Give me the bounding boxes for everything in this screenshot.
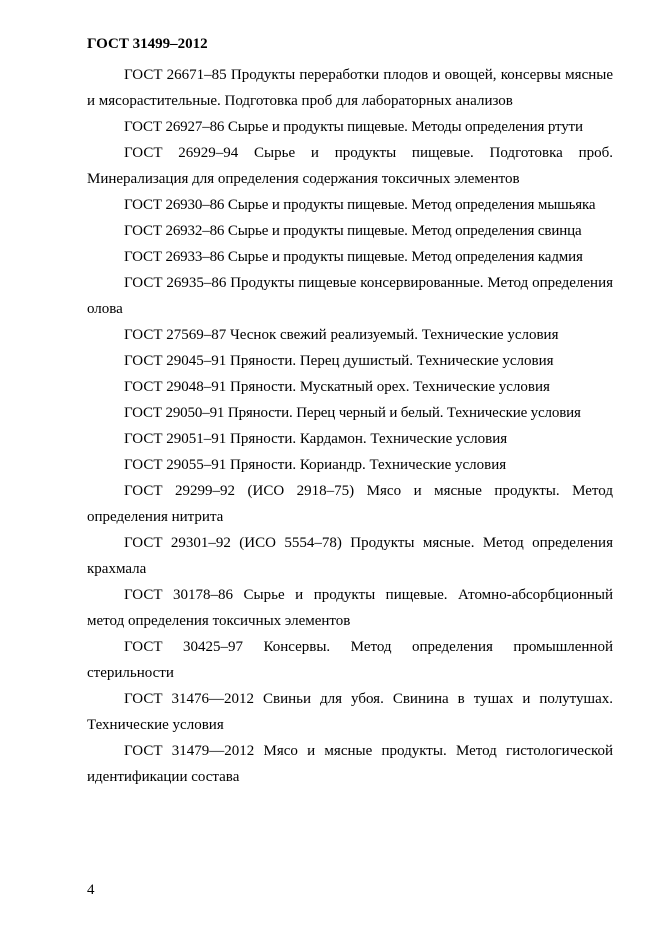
reference-item: ГОСТ 29051–91 Пряности. Кардамон. Технические условия <box>124 431 508 447</box>
reference-item: ГОСТ 29299–92 (ИСО 2918–75) Мясо и мясные продукты. Метод определения нитрита <box>87 483 613 525</box>
reference-item: ГОСТ 26932–86 Сырье и продукты пищевые. Метод определения свинца <box>124 223 582 239</box>
reference-item: ГОСТ 26671–85 Продукты переработки плодов и овощей, консервы мясные и мясорастительные. Подготовка проб для лабораторных анализов <box>87 67 613 109</box>
reference-item: ГОСТ 29055–91 Пряности. Кориандр. Технические условия <box>124 457 507 473</box>
reference-item: ГОСТ 26933–86 Сырье и продукты пищевые. Метод определения кадмия <box>124 249 583 265</box>
document-header: ГОСТ 31499–2012 <box>87 36 208 52</box>
reference-item: ГОСТ 30425–97 Консервы. Метод определения промышленной стерильности <box>87 639 613 681</box>
reference-item: ГОСТ 31479—2012 Мясо и мясные продукты. Метод гистологической идентификации состава <box>87 743 613 785</box>
reference-item: ГОСТ 26935–86 Продукты пищевые консервированные. Метод определения олова <box>87 275 613 317</box>
reference-item: ГОСТ 27569–87 Чеснок свежий реализуемый. Технические условия <box>124 327 559 343</box>
reference-item: ГОСТ 29050–91 Пряности. Перец черный и белый. Технические условия <box>124 405 581 421</box>
reference-item: ГОСТ 26929–94 Сырье и продукты пищевые. Подготовка проб. Минерализация для определения содержания токсичных элементов <box>87 145 613 187</box>
reference-item: ГОСТ 31476—2012 Свиньи для убоя. Свинина в тушах и полутушах. Технические условия <box>87 691 613 733</box>
normative-references-list <box>87 62 613 790</box>
reference-item: ГОСТ 26927–86 Сырье и продукты пищевые. Методы определения ртути <box>124 119 583 135</box>
page-number: 4 <box>87 882 95 898</box>
reference-item: ГОСТ 29301–92 (ИСО 5554–78) Продукты мясные. Метод определения крахмала <box>87 535 613 577</box>
reference-item: ГОСТ 26930–86 Сырье и продукты пищевые. Метод определения мышьяка <box>124 197 596 213</box>
reference-item: ГОСТ 30178–86 Сырье и продукты пищевые. Атомно-абсорбционный метод определения токсичных элементов <box>87 587 613 629</box>
reference-item: ГОСТ 29048–91 Пряности. Мускатный орех. Технические условия <box>124 379 550 395</box>
reference-item: ГОСТ 29045–91 Пряности. Перец душистый. Технические условия <box>124 353 554 369</box>
